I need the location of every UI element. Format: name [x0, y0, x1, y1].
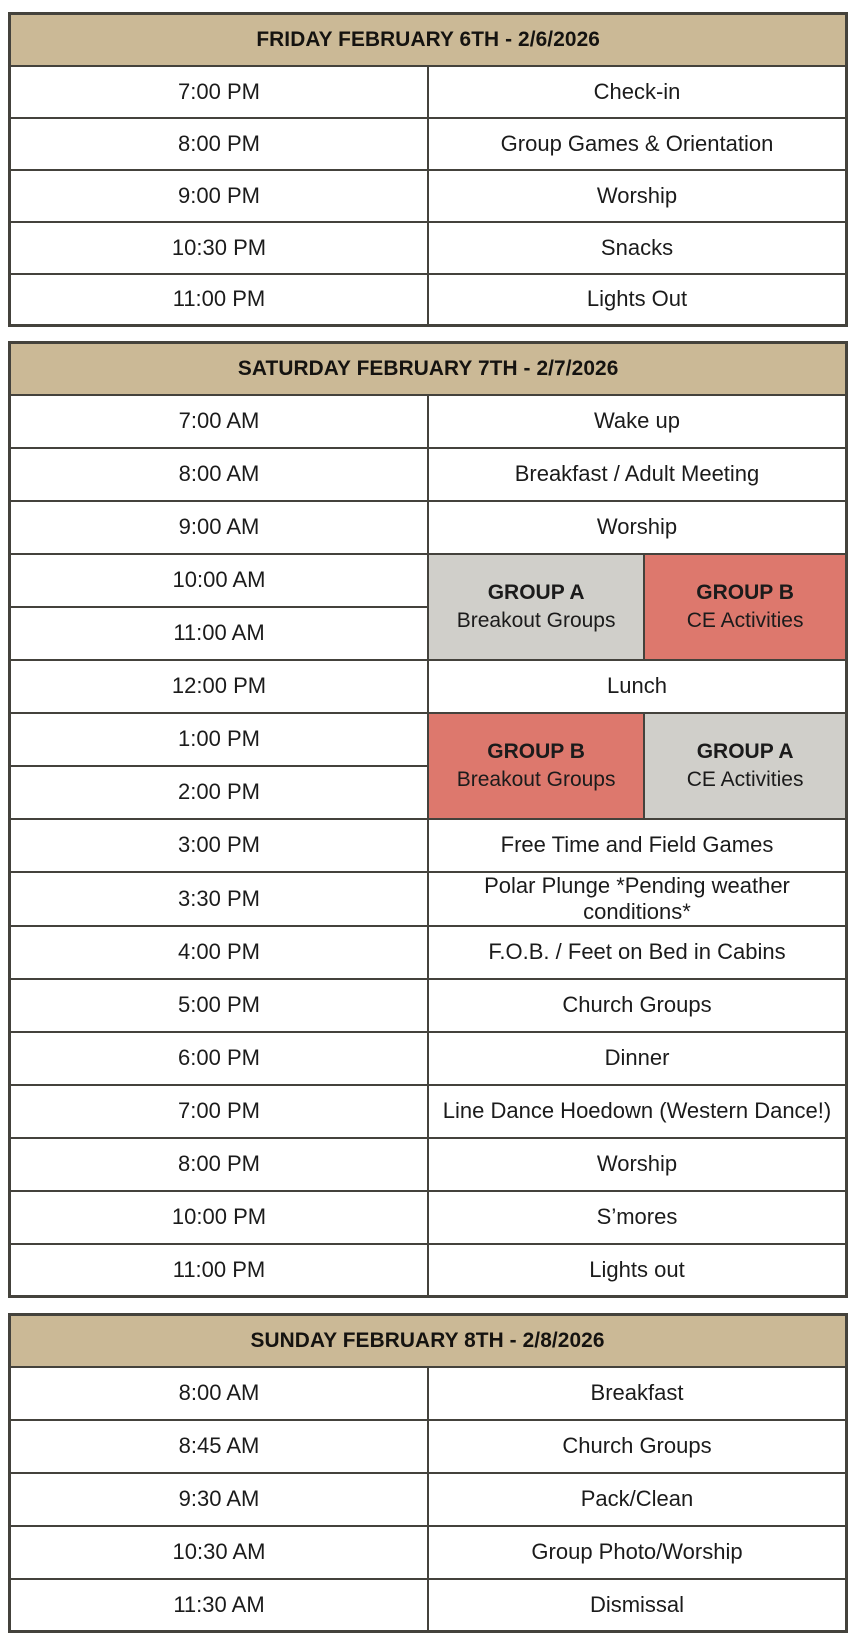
activity-cell: Pack/Clean: [428, 1473, 847, 1526]
schedule-page: [8, 12, 848, 1633]
table-row: [10, 1367, 847, 1420]
day-header-saturday: [10, 343, 847, 395]
table-row: [10, 713, 847, 766]
day-table-sunday: [8, 1313, 848, 1633]
activity-cell: Worship: [428, 1138, 847, 1191]
activity-cell: Church Groups: [428, 1420, 847, 1473]
time-cell: 8:00 AM: [10, 448, 429, 501]
time-cell: 7:00 AM: [10, 395, 429, 448]
activity-cell: S’mores: [428, 1191, 847, 1244]
group-split-cell-morning: [428, 554, 847, 660]
table-row: [10, 66, 847, 118]
group-subtitle: Breakout Groups: [456, 767, 616, 791]
time-cell: 9:00 PM: [10, 170, 429, 222]
group-subtitle: CE Activities: [686, 608, 804, 632]
time-cell: 11:00 PM: [10, 274, 429, 326]
time-cell: 12:00 PM: [10, 660, 429, 713]
time-cell: 6:00 PM: [10, 1032, 429, 1085]
table-row: [10, 1244, 847, 1297]
activity-cell: Group Games & Orientation: [428, 118, 847, 170]
table-row: [10, 872, 847, 926]
day-table-saturday: [8, 341, 848, 1298]
time-cell: 5:00 PM: [10, 979, 429, 1032]
table-row: [10, 819, 847, 872]
activity-cell: Wake up: [428, 395, 847, 448]
group-title: GROUP B: [487, 739, 585, 763]
activity-cell: Snacks: [428, 222, 847, 274]
time-cell: 4:00 PM: [10, 926, 429, 979]
table-row: [10, 274, 847, 326]
table-row: [10, 1315, 847, 1367]
group-title: GROUP A: [487, 580, 585, 604]
time-cell: 8:00 PM: [10, 118, 429, 170]
table-row: [10, 1138, 847, 1191]
time-cell: 1:00 PM: [10, 713, 429, 766]
activity-cell: Church Groups: [428, 979, 847, 1032]
activity-cell: Worship: [428, 501, 847, 554]
time-cell: 10:30 PM: [10, 222, 429, 274]
time-cell: 11:30 AM: [10, 1579, 429, 1632]
time-cell: 11:00 PM: [10, 1244, 429, 1297]
activity-cell: Line Dance Hoedown (Western Dance!): [428, 1085, 847, 1138]
table-row: [10, 926, 847, 979]
activity-cell: Worship: [428, 170, 847, 222]
activity-cell: Breakfast: [428, 1367, 847, 1420]
day-header-title: SUNDAY FEBRUARY 8TH - 2/8/2026: [250, 1328, 606, 1353]
time-cell: 7:00 PM: [10, 66, 429, 118]
time-cell: 9:00 AM: [10, 501, 429, 554]
activity-cell: Breakfast / Adult Meeting: [428, 448, 847, 501]
group-split-wrap: [429, 555, 845, 659]
activity-cell: Dismissal: [428, 1579, 847, 1632]
time-cell: 7:00 PM: [10, 1085, 429, 1138]
table-row: [10, 14, 847, 66]
group-subtitle: Breakout Groups: [456, 608, 616, 632]
activity-cell: Lights Out: [428, 274, 847, 326]
table-row: [10, 395, 847, 448]
activity-cell: Polar Plunge *Pending weather conditions*: [428, 872, 847, 926]
activity-cell: Free Time and Field Games: [428, 819, 847, 872]
time-cell: 3:00 PM: [10, 819, 429, 872]
group-panel-right: [643, 714, 845, 818]
table-row: [10, 501, 847, 554]
table-row: [10, 1032, 847, 1085]
table-row: [10, 1191, 847, 1244]
group-subtitle: CE Activities: [686, 767, 804, 791]
day-header-title: SATURDAY FEBRUARY 7TH - 2/7/2026: [237, 356, 619, 381]
group-panel-left: [429, 555, 643, 659]
activity-cell: Lights out: [428, 1244, 847, 1297]
group-title: GROUP B: [696, 580, 794, 604]
time-cell: 8:00 AM: [10, 1367, 429, 1420]
time-cell: 2:00 PM: [10, 766, 429, 819]
table-row: [10, 170, 847, 222]
time-cell: 10:00 PM: [10, 1191, 429, 1244]
group-panel-right: [643, 555, 845, 659]
time-cell: 10:30 AM: [10, 1526, 429, 1579]
table-row: [10, 448, 847, 501]
time-cell: 8:45 AM: [10, 1420, 429, 1473]
table-row: [10, 554, 847, 607]
day-header-title: FRIDAY FEBRUARY 6TH - 2/6/2026: [256, 27, 600, 52]
group-split-cell-afternoon: [428, 713, 847, 819]
group-title: GROUP A: [696, 739, 794, 763]
activity-cell: Dinner: [428, 1032, 847, 1085]
activity-cell: F.O.B. / Feet on Bed in Cabins: [428, 926, 847, 979]
activity-cell: Lunch: [428, 660, 847, 713]
time-cell: 10:00 AM: [10, 554, 429, 607]
day-header-friday: [10, 14, 847, 66]
table-row: [10, 1420, 847, 1473]
time-cell: 9:30 AM: [10, 1473, 429, 1526]
table-row: [10, 343, 847, 395]
time-cell: 8:00 PM: [10, 1138, 429, 1191]
table-row: [10, 979, 847, 1032]
table-row: [10, 1085, 847, 1138]
activity-cell: Check-in: [428, 66, 847, 118]
time-cell: 3:30 PM: [10, 872, 429, 926]
group-split-wrap: [429, 714, 845, 818]
table-row: [10, 1579, 847, 1632]
day-table-friday: [8, 12, 848, 327]
time-cell: 11:00 AM: [10, 607, 429, 660]
day-header-sunday: [10, 1315, 847, 1367]
table-row: [10, 1526, 847, 1579]
table-row: [10, 222, 847, 274]
table-row: [10, 118, 847, 170]
activity-cell: Group Photo/Worship: [428, 1526, 847, 1579]
table-row: [10, 660, 847, 713]
table-row: [10, 1473, 847, 1526]
group-panel-left: [429, 714, 643, 818]
